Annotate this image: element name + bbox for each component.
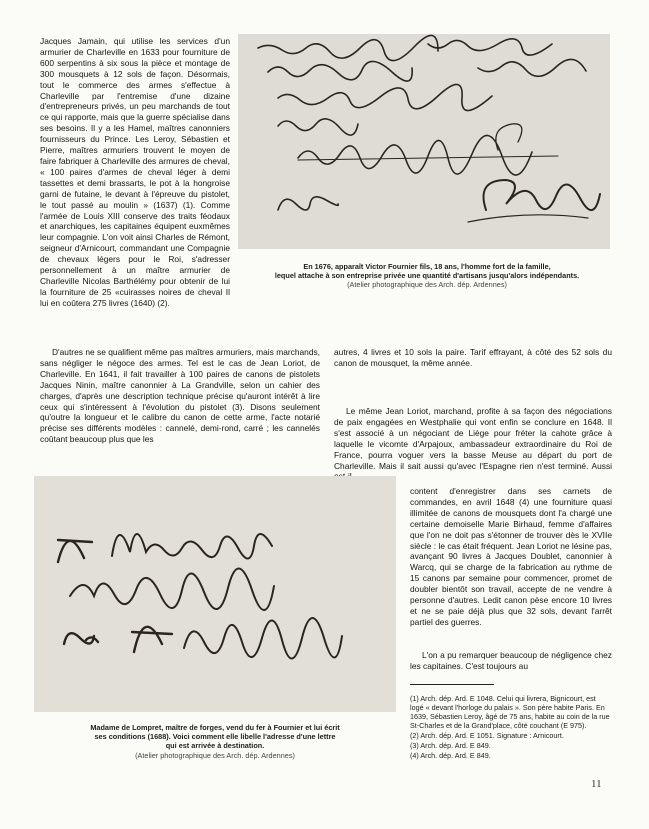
text-column-right-bottom [410, 650, 612, 678]
paragraph-birhaud: content d'enregistrer dans ses carnets de commandes, en avril 1648 (4) une fourniture quasi illimitée de canons de mousquets dont l'a chargé une certaine demoiselle Marie Birhaud, femme d'affaires que l'on ne doit pas s'étonner de trouver dès le XVIIe siècle : le cas était fréquent. Jean Loriot ne lésine pas, avançant 90 livres à Jacques Doublet, canonnier à Warcq, qui se charge de la fabrication au rythme de 15 canons par semaine pour commencer, promet de doubler bientôt son travail, accepte de ne vendre à personne d'autres. Ledit canon pèse encore 10 livres et ne se paie déjà plus que 32 sols, devant l'arrêt partiel des guerres. [410, 486, 612, 627]
caption-photo-2 [34, 723, 396, 760]
text-column-top-left [40, 36, 230, 336]
text-column-right-narrow [410, 486, 612, 648]
handwriting-image-2 [34, 476, 396, 712]
paragraph-westphalie: Le même Jean Loriot, marchand, profite à sa façon des négociations de paix engagées en Westphalie qui vont enfin se conclure en 1648. Il s'est associé à un négociant de Liège pour fréter la cahote grâce à laquelle le vicomte d'Arpajoux, ambassadeur extraordinaire du Roi de France, pourra voguer vers la basse Meuse au départ du port de Charleville. Mais il sait aussi qu'avec l'Espagne rien n'est terminé. Aussi [334, 406, 612, 471]
paragraph-tarif: autres, 4 livres et 10 sols la paire. Tarif effrayant, à côté des 52 sols du canon de mousquet, la même année. [334, 347, 612, 368]
text-column-middle-right [334, 347, 612, 397]
caption-2-line-2: ses conditions (1688). Voici comment elle libelle l'adresse d'une lettre [94, 732, 336, 742]
paragraph-loriot: D'autres ne se qualifient même pas maîtres armuriers, mais marchands, sans négliger le négoce des armes. Tel est le cas de Jean Loriot, de Charleville. En 1641, il fait travailler à 100 paires de canons de pistolets Jacques Ninin, maître canonnier à La Grandville, selon un cahier des charges, d'après une description technique précise qu'auront intérêt à lire ceux qui s'intéressent à l'évolution du pistolet (3). Disons seulement qu'outre la longueur et le calibre du canon de cette arme, l'acte notarié précise ses différents modèles : cannelé, demi-rond, carré ; les cannelés coûtant beaucoup plus que les [40, 347, 320, 445]
caption-1-line-2: lequel attache à son entreprise privée une quantité d'artisans jusqu'alors indépendants. [274, 271, 580, 281]
handwriting-image-1 [238, 34, 610, 249]
caption-2-line-1: Madame de Lompret, maître de forges, vend du fer à Fournier et lui écrit [90, 723, 340, 732]
paragraph-negligence: L'on a pu remarquer beaucoup de négligence chez les capitaines. C'est toujours au [410, 650, 612, 671]
footnote-1: (1) Arch. dép. Ard. E 1048. Celui qui livrera, Bignicourt, est logé « devant l'horloge du palais ». Son père habite Paris. En 1639, Sébastien Leroy, âgé de 75 ans, habite au coin de la rue St-Charles et de la Grand'place, côté couchant (E 975). [410, 694, 610, 730]
paragraph-jamain: Jacques Jamain, qui utilise les services d'un armurier de Charleville en 1633 pour fourniture de 600 serpentins à six sous la pièce et montage de 300 mousquets à 12 sols de façon. Désormais, tout le commerce des armes s'effectue à Charleville par l'entremise d'une dizaine d'entrepreneurs privés, un peu marchands de tout ce qui rapporte, mais que la guerre spécialise dans ses besoins. Il y a les Hamel, maîtres canonniers fournisseurs du Prince. Les Leroy, Sébastien et Pierre, maîtres armuriers trouvent le moyen de faire fabriquer à Charleville des armures de cheval, « 100 paires d'armes de cheval léger à demi tassettes et demi brassarts, le pot à la hongroise garni de futaine, le devant à l'épreuve du pistolet, le tout passé au moulin » (1637) (1). Comme l'armée de Louis XIII conserve des traits féodaux et anarchiques, les capitaines équipent euxmêmes leur compagnie. L'on voit ainsi Charles de Rémont, seigneur d'Arnicourt, commandant une Compagnie de chevaux légers pour le Roi, s'adresser personnellement à un maître armurier de Charleville Nicolas Barthélémy pour obtenir de lui la fourniture de 25 «cuirasses noires de cheval Il lui en coûtera 275 livres (1640) (2). [40, 36, 230, 308]
text-column-middle-left [40, 347, 320, 455]
footnote-4: (4) Arch. dép. Ard. E 849. [410, 751, 491, 760]
caption-1-line-1: En 1676, apparaît Victor Fournier fils, 18 ans, l'homme fort de la famille, [303, 262, 551, 271]
footnotes [410, 694, 610, 761]
caption-photo-1 [244, 262, 610, 290]
document-photo-lompret-letter [34, 476, 396, 712]
page-number: 11 [591, 778, 602, 790]
document-photo-fournier-signature [238, 34, 610, 249]
footnote-3: (3) Arch. dép. Ard. E 849. [410, 741, 491, 750]
caption-1-credit: (Atelier photographique des Arch. dép. Ardennes) [347, 280, 507, 290]
caption-2-line-3: qui est arrivée à destination. [165, 741, 265, 751]
footnote-2: (2) Arch. dép. Ard. E 1051. Signature : Arnicourt. [410, 731, 564, 740]
text-column-right [334, 406, 612, 486]
caption-2-credit: (Atelier photographique des Arch. dép. Ardennes) [135, 750, 295, 760]
footnote-separator [410, 684, 494, 685]
